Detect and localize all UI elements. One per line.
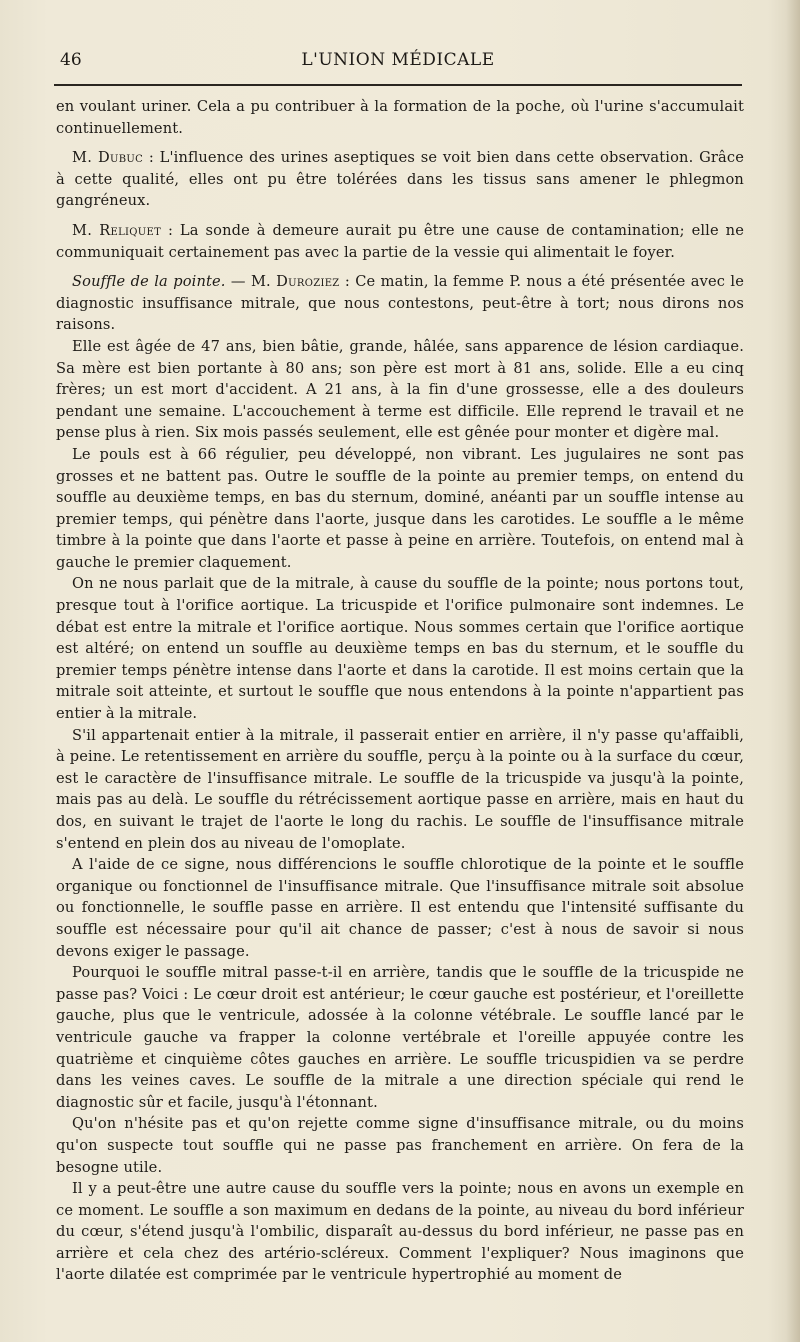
paragraph-9: A l'aide de ce signe, nous différencions le souffle chlorotique de la pointe et le souffle organique ou fonctionnel de l'insuffisance mitrale. Que l'insuffisance mitrale soit absolue ou fonctionnelle, le souffle passe en arrière. Il est entendu que l'intensité suffisante du souffle est nécessaire pour qu'il ait chance de passer; c'est à nous de savoir si nous devons exiger le passage. <box>56 856 744 960</box>
paragraph-text: : La sonde à demeure aurait pu être une cause de contamination; elle ne communiquait certainement pas avec la partie de la vessie qui alimentait le foyer. <box>56 221 745 261</box>
paragraph-text: : L'influence des urines aseptiques se voit bien dans cette observation. Grâce à cette qualité, elles ont pu être tolérées dans les tissus sans amener le phlegmon gangréneux. <box>56 149 744 210</box>
header-rule <box>54 84 742 86</box>
paragraph-7: On ne nous parlait que de la mitrale, à cause du souffle de la pointe; nous portons tout, presque tout à l'orifice aortique. La tricuspide et l'orifice pulmonaire sont indemnes. Le débat est entre la mitrale et l'orifice aortique. Nous sommes certain que l'orifice aortique est altéré; on entend un souffle au deuxième temps en bas du sternum, et le souffle du premier temps pénètre intense dans l'aorte et dans la carotide. Il est moins certain que la mitrale soit atteinte, et surtout le souffle que nous entendons à la pointe n'appartient pas entier à la mitrale. <box>56 575 744 723</box>
running-title: L'UNION MÉDICALE <box>301 50 495 70</box>
paragraph-8: S'il appartenait entier à la mitrale, il passerait entier en arrière, il n'y passe qu'affaibli, à peine. Le retentissement en arrière du souffle, perçu à la pointe ou à la surface du cœur, est le caractère de l'insuffisance mitrale. Le souffle de la tricuspide va jusqu'à la pointe, mais pas au delà. Le souffle du rétrécissement aortique passe en arrière, mais en haut du dos, en suivant le trajet de l'aorte le long du rachis. Le souffle de l'insuffisance mitrale s'entend en plein dos au niveau de l'omoplate. <box>56 726 744 852</box>
paragraph-10: Pourquoi le souffle mitral passe-t-il en arrière, tandis que le souffle de la tricuspide ne passe pas? Voici : Le cœur droit est antérieur; le cœur gauche est postérieur, et l'oreillette gauche, plus que le ventricule, adossée à la colonne vétébrale. Le souffle lancé par le ventricule gauche va frapper la colonne vertébrale et l'oreille appuyée contre les quatrième et cinquième côtes gauches en arrière. Le souffle tricuspidien va se perdre dans les veines caves. Le souffle de la mitrale a une direction spéciale qui rend le diagnostic sûr et facile, jusqu'à l'étonnant. <box>56 964 744 1111</box>
page-edge-shadow <box>786 0 800 1342</box>
paragraph-1: en voulant uriner. Cela a pu contribuer à la formation de la poche, où l'urine s'accumulait continuellement. <box>56 98 744 137</box>
title-dash: — M. <box>225 273 277 291</box>
paragraph-6: Le pouls est à 66 régulier, peu développé, non vibrant. Les jugulaires ne sont pas grosses et ne battent pas. Outre le souffle de la pointe au premier temps, on entend du souffle au deuxième temps, en bas du sternum, dominé, anéanti par un souffle intense au premier temps, qui pénètre dans l'aorte, jusque dans les carotides. Le souffle a le même timbre à la pointe que dans l'aorte et passe à peine en arrière. Toutefois, on entend mal à gauche le premier claquement. <box>56 445 744 571</box>
section-title: Souffle de la pointe. <box>72 273 226 291</box>
paragraph-5: Elle est âgée de 47 ans, bien bâtie, grande, hâlée, sans apparence de lésion cardiaque. Sa mère est bien portante à 80 ans; son père est mort à 81 ans, solide. Elle a eu cinq frères; un est mort d'accident. A 21 ans, à la fin d'une grossesse, elle a des douleurs pendant une semaine. L'accouchement à terme est difficile. Elle reprend le travail et ne pense plus à rien. Six mois passés seulement, elle est gênée pour monter et digère mal. <box>56 337 744 442</box>
page-header <box>58 44 738 84</box>
speaker-name: M. Dubuc <box>72 149 144 167</box>
speaker-name: Duroziez <box>276 273 340 291</box>
paragraph-text: : Ce matin, la femme P. nous a été présentée avec le diagnostic insuffisance mitrale, que nous contestons, peut-être à tort; nous dirons nos raisons. <box>56 273 744 334</box>
paragraph-2 <box>56 147 744 212</box>
paragraph-4 <box>56 271 744 336</box>
paragraph-11: Qu'on n'hésite pas et qu'on rejette comme signe d'insuffisance mitrale, ou du moins qu'on suspecte tout souffle qui ne passe pas franchement en arrière. On fera de la besogne utile. <box>56 1115 744 1176</box>
paragraph-3 <box>56 220 744 263</box>
article-body <box>56 96 744 1286</box>
speaker-name: M. Reliquet <box>72 221 162 239</box>
page-number: 46 <box>60 50 82 70</box>
paragraph-12: Il y a peut-être une autre cause du souffle vers la pointe; nous en avons un exemple en ce moment. Le souffle a son maximum en dedans de la pointe, au niveau du bord inférieur du cœur, s'étend jusqu'à l'ombilic, disparaît au-dessus du bord inférieur, ne passe pas en arrière et cela chez des artério-scléreux. Comment l'expliquer? Nous imaginons que l'aorte dilatée est comprimée par le ventricule hypertrophié au moment de <box>56 1180 744 1284</box>
